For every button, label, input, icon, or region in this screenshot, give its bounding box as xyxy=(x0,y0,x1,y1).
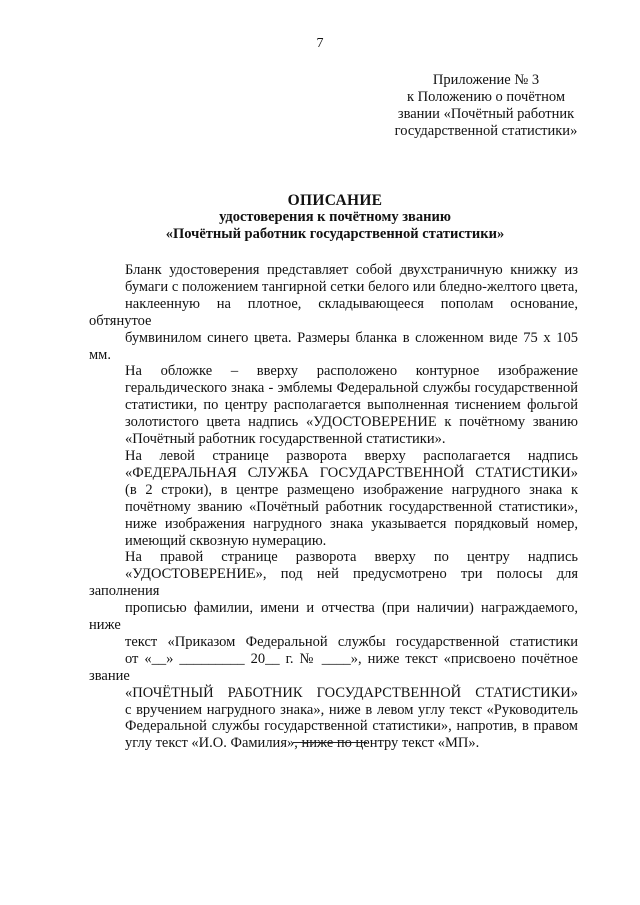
text-line: геральдического знака - эмблемы Федеральной службы государственной xyxy=(125,380,578,397)
text-line: (в 2 строки), в центре размещено изображение нагрудного знака к xyxy=(125,481,578,498)
text-line: углу текст «И.О. Фамилия», ниже по центру текст «МП». xyxy=(125,735,480,752)
text-line: На правой странице разворота вверху по центру надпись xyxy=(125,549,578,566)
text-line: «Почётный работник государственной статистики». xyxy=(125,431,446,448)
text-line: «УДОСТОВЕРЕНИЕ», под ней предусмотрено три полосы для заполнения xyxy=(89,566,578,600)
paragraph-cover xyxy=(89,363,578,448)
text-line: ниже изображения нагрудного знака указывается порядковый номер, xyxy=(125,515,578,532)
paragraph-blank-description xyxy=(89,262,578,363)
text-line: На левой странице разворота вверху располагается надпись xyxy=(125,447,578,464)
text-line: почётному званию «Почётный работник государственной статистики», xyxy=(125,498,578,515)
text-line: Федеральной службы государственной статистики», напротив, в правом xyxy=(125,718,578,735)
paragraph-left-page xyxy=(89,448,578,549)
text-line: с вручением нагрудного знака», ниже в левом углу текст «Руководитель xyxy=(125,701,578,718)
text-line: прописью фамилии, имени и отчества (при наличии) награждаемого, ниже xyxy=(89,600,578,634)
text-line: бумаги с положением тангирной сетки белого или бледно-желтого цвета, xyxy=(125,278,578,295)
paragraph-right-page xyxy=(89,549,578,752)
document-title-block xyxy=(60,192,610,243)
text-line: бумвинилом синего цвета. Размеры бланка в сложенном виде 75 x 105 мм. xyxy=(89,329,578,363)
text-line: «ПОЧЁТНЫЙ РАБОТНИК ГОСУДАРСТВЕННОЙ СТАТИСТИКИ» xyxy=(125,684,578,701)
text-line: текст «Приказом Федеральной службы государственной статистики xyxy=(125,633,578,650)
text-line: наклеенную на плотное, складывающееся пополам основание, обтянутое xyxy=(89,295,578,329)
text-line: от «__» _________ 20__ г. № ____», ниже текст «присвоено почётное звание xyxy=(89,650,578,684)
document-subtitle: удостоверения к почётному званию xyxy=(219,209,451,225)
appendix-line: Приложение № 3 xyxy=(432,72,540,88)
page-number: 7 xyxy=(316,36,324,51)
text-line: На обложке – вверху расположено контурное изображение xyxy=(125,363,578,380)
appendix-line: государственной статистики» xyxy=(394,123,578,139)
text-line: Бланк удостоверения представляет собой двухстраничную книжку из xyxy=(125,262,578,278)
document-subtitle-name: «Почётный работник государственной статистики» xyxy=(165,226,505,242)
text-line: золотистого цвета надпись «УДОСТОВЕРЕНИЕ к почётному званию xyxy=(125,414,578,431)
appendix-reference xyxy=(356,72,616,140)
text-line: «ФЕДЕРАЛЬНАЯ СЛУЖБА ГОСУДАРСТВЕННОЙ СТАТИСТИКИ» xyxy=(125,464,578,481)
appendix-line: звании «Почётный работник xyxy=(397,106,575,122)
end-separator-line xyxy=(293,742,367,743)
appendix-line: к Положению о почётном xyxy=(406,89,566,105)
document-body xyxy=(89,262,578,752)
document-title: ОПИСАНИЕ xyxy=(287,192,383,209)
text-line: имеющий сквозную нумерацию. xyxy=(125,532,327,549)
text-line: статистики, по центру располагается выполненная тиснением фольгой xyxy=(125,397,578,414)
